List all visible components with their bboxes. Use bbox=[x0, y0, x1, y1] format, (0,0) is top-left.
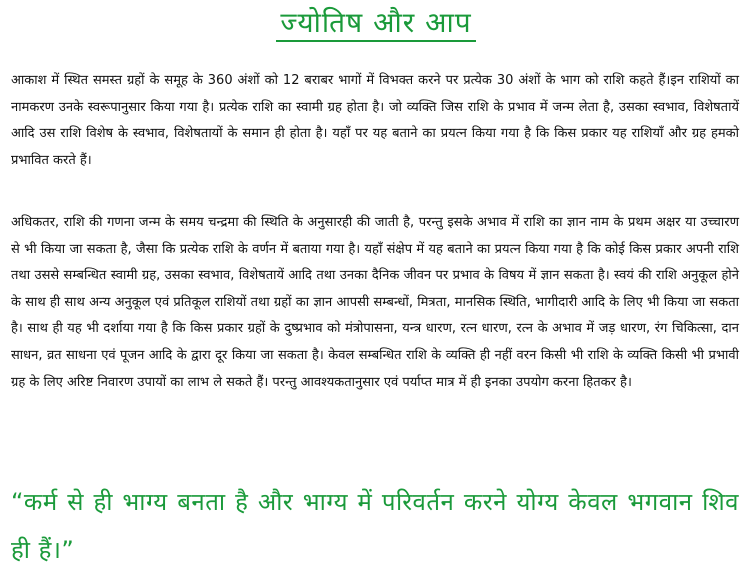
page-title-text: ज्योतिष और आप bbox=[276, 7, 475, 42]
closing-quote: “कर्म से ही भाग्य बनता है और भाग्य में परिवर्तन करने योग्य केवल भगवान शिव ही हैं।” bbox=[11, 488, 739, 564]
body-paragraph: अधिकतर, राशि की गणना जन्म के समय चन्द्रमा की स्थिति के अनुसारही की जाती है, परन्तु इसके अभाव में राशि का ज्ञान नाम के प्रथम अक्षर या उच्चारण से भी किया जा सकता है, जैसा कि प्रत्येक राशि के वर्णन में बताया गया है। यहाँ संक्षेप में यह बताने का प्रयत्न किया गया है कि कोई किस प्रकार अपनी राशि तथा उससे सम्बन्धित स्वामी ग्रह, उसका स्वभाव, विशेषतायें आदि तथा उनका दैनिक जीवन पर प्रभाव के विषय में ज्ञान सकता है। स्वयं की राशि अनुकूल होने के साथ ही साथ अन्य अनुकूल एवं प्रतिकूल राशियों तथा ग्रहों का ज्ञान आपसी सम्बन्धों, मित्रता, मानसिक स्थिति, भागीदारी आदि के लिए भी किया जा सकता है। साथ ही यह भी दर्शाया गया है कि किस प्रकार ग्रहों के दुष्प्रभाव को मंत्रोपासना, यन्त्र धारण, रत्न धारण, रत्न के अभाव में जड़ धारण, रंग चिकित्सा, दान साधन, व्रत साधना एवं पूजन आदि के द्वारा दूर किया जा सकता है। केवल सम्बन्धित राशि के व्यक्ति ही नहीं वरन किसी भी राशि के व्यक्ति किसी भी प्रभावी ग्रह के लिए अरिष्ट निवारण उपायों का लाभ ले सकते हैं। परन्तु आवश्यकतानुसार एवं पर्याप्त मात्र में ही इनका उपयोग करना हितकर है। bbox=[11, 215, 739, 390]
intro-paragraph: आकाश में स्थित समस्त ग्रहों के समूह के 360 अंशों को 12 बराबर भागों में विभक्त करने पर प्रत्येक 30 अंशों के भाग को राशि कहते हैं।इन राशियों का नामकरण उनके स्वरूपानुसार किया गया है। प्रत्येक राशि का स्वामी ग्रह होता है। जो व्यक्ति जिस राशि के प्रभाव में जन्म लेता है, उसका स्वभाव, विशेषतायें आदि उस राशि विशेष के स्वभाव, विशेषतायों के समान ही होता है। यहाँ पर यह बताने का प्रयत्न किया गया है कि किस प्रकार यह राशियाँ और ग्रह हमको प्रभावित करते हैं। bbox=[11, 73, 739, 168]
page-title bbox=[0, 4, 752, 42]
